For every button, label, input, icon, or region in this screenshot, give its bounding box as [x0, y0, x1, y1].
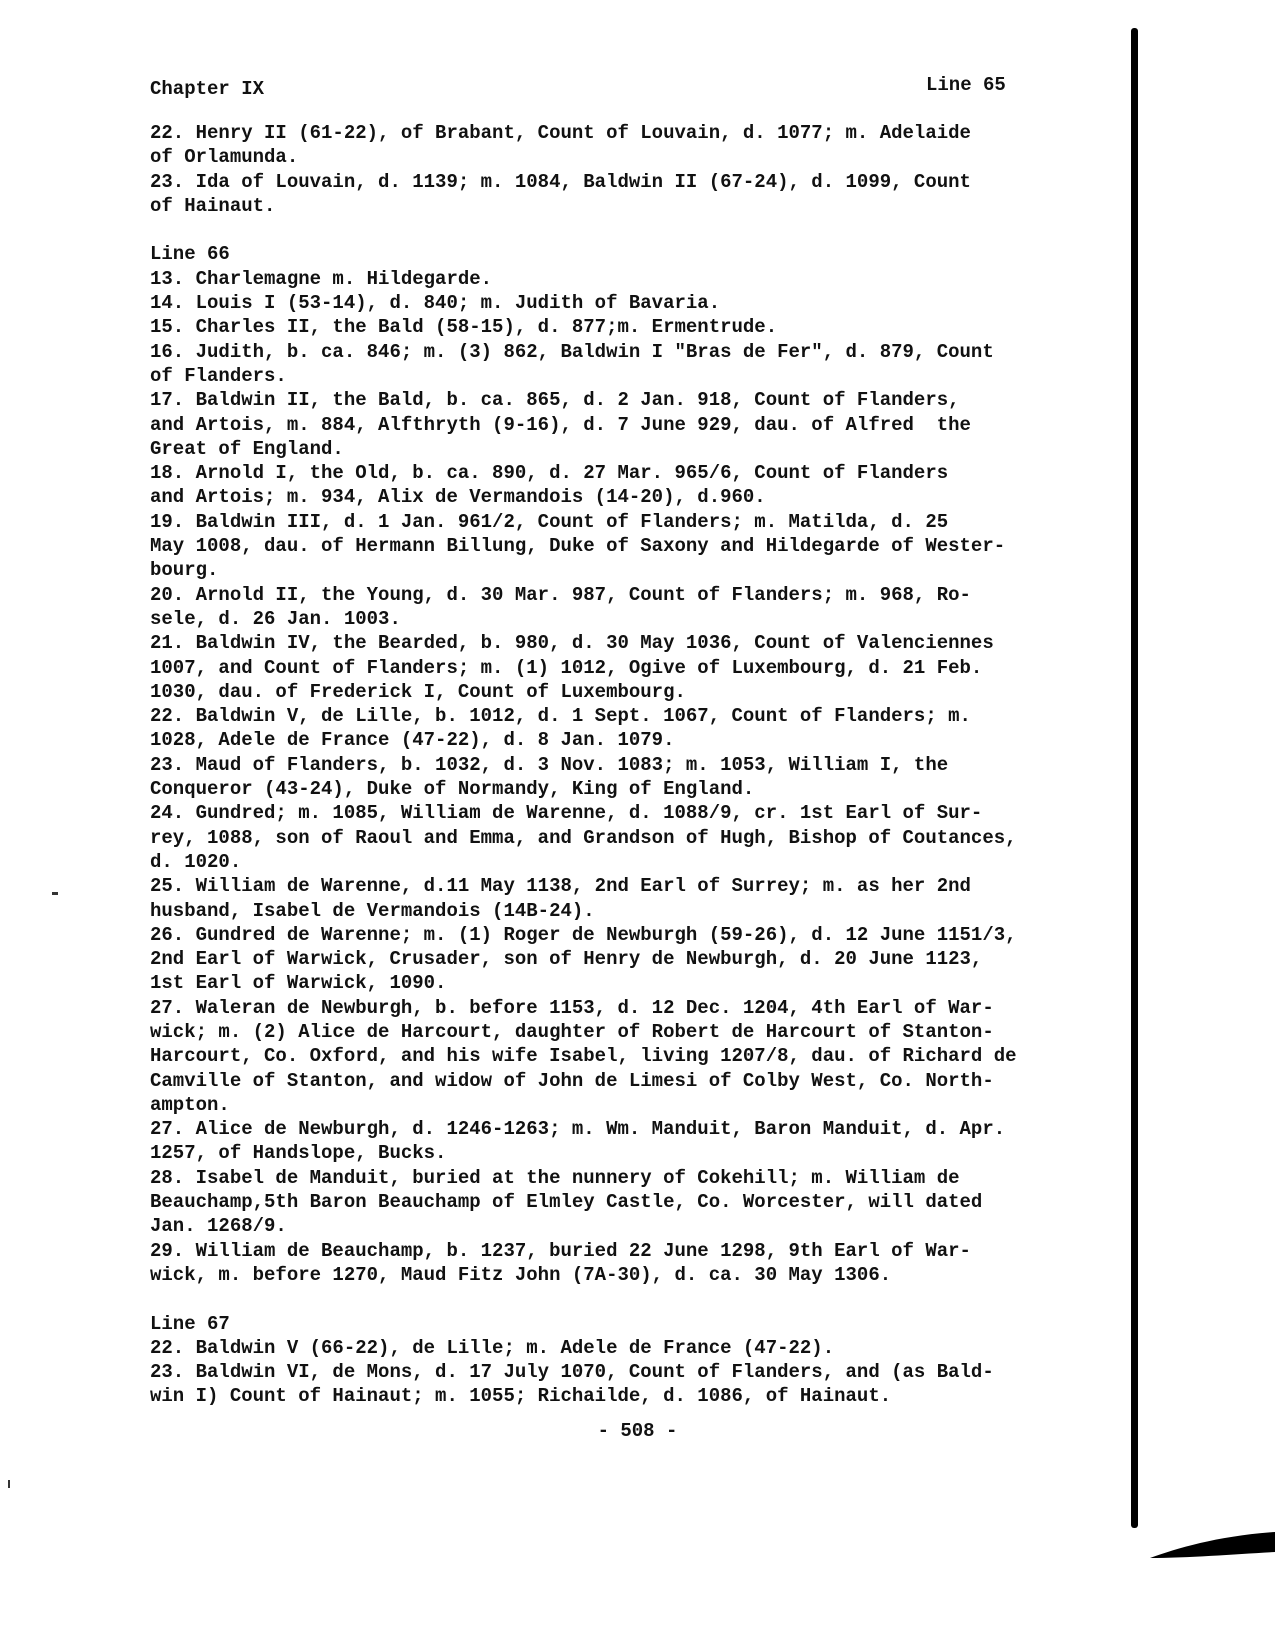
- text-line: 23. Maud of Flanders, b. 1032, d. 3 Nov. 1083; m. 1053, William I, the: [150, 753, 949, 776]
- text-line: and Artois, m. 884, Alfthryth (9-16), d. 7 June 929, dau. of Alfred the: [150, 413, 971, 436]
- binding-edge-line: [1131, 28, 1138, 1528]
- scan-speck: [8, 1480, 10, 1488]
- text-line: 1st Earl of Warwick, 1090.: [150, 972, 447, 995]
- text-line: Jan. 1268/9.: [150, 1215, 287, 1238]
- text-line: of Orlamunda.: [150, 146, 299, 169]
- text-line: 21. Baldwin IV, the Bearded, b. 980, d. 30 May 1036, Count of Valenciennes: [150, 632, 994, 655]
- text-line: 20. Arnold II, the Young, d. 30 Mar. 987, Count of Flanders; m. 968, Ro-: [150, 583, 971, 606]
- text-line: 17. Baldwin II, the Bald, b. ca. 865, d. 2 Jan. 918, Count of Flanders,: [150, 389, 960, 412]
- text-line: Camville of Stanton, and widow of John de Limesi of Colby West, Co. North-: [150, 1069, 994, 1092]
- text-line: 13. Charlemagne m. Hildegarde.: [150, 267, 493, 290]
- text-line: 23. Ida of Louvain, d. 1139; m. 1084, Baldwin II (67-24), d. 1099, Count: [150, 170, 971, 193]
- blank-line: [150, 218, 1080, 242]
- text-line: Conqueror (43-24), Duke of Normandy, King of England.: [150, 778, 755, 801]
- text-line: and Artois; m. 934, Alix de Vermandois (14-20), d.960.: [150, 486, 766, 509]
- chapter-heading: Chapter IX: [150, 78, 265, 100]
- line-reference: Line 65: [926, 74, 1006, 96]
- text-line: of Hainaut.: [150, 194, 276, 217]
- text-line: 29. William de Beauchamp, b. 1237, buried 22 June 1298, 9th Earl of War-: [150, 1239, 971, 1262]
- scan-speck: [52, 892, 58, 895]
- text-line: May 1008, dau. of Hermann Billung, Duke of Saxony and Hildegarde of Wester-: [150, 535, 1006, 558]
- text-line: win I) Count of Hainaut; m. 1055; Richailde, d. 1086, of Hainaut.: [150, 1385, 892, 1408]
- section-heading: Line 66: [150, 243, 230, 266]
- text-line: ampton.: [150, 1093, 230, 1116]
- page-number: - 508 -: [597, 1420, 678, 1442]
- text-line: 19. Baldwin III, d. 1 Jan. 961/2, Count of Flanders; m. Matilda, d. 25: [150, 510, 949, 533]
- text-line: Beauchamp,5th Baron Beauchamp of Elmley Castle, Co. Worcester, will dated: [150, 1191, 983, 1214]
- text-line: 27. Alice de Newburgh, d. 1246-1263; m. Wm. Manduit, Baron Manduit, d. Apr.: [150, 1118, 1006, 1141]
- text-line: 18. Arnold I, the Old, b. ca. 890, d. 27 Mar. 965/6, Count of Flanders: [150, 462, 949, 485]
- text-line: 26. Gundred de Warenne; m. (1) Roger de Newburgh (59-26), d. 12 June 1151/3,: [150, 923, 1017, 946]
- text-line: d. 1020.: [150, 850, 242, 873]
- section-heading: Line 67: [150, 1312, 230, 1335]
- text-line: 22. Baldwin V, de Lille, b. 1012, d. 1 Sept. 1067, Count of Flanders; m.: [150, 705, 971, 728]
- text-line: wick; m. (2) Alice de Harcourt, daughter of Robert de Harcourt of Stanton-: [150, 1020, 994, 1043]
- genealogy-text: [150, 121, 1080, 1409]
- text-line: of Flanders.: [150, 364, 287, 387]
- blank-line: [150, 1287, 1080, 1311]
- text-line: 27. Waleran de Newburgh, b. before 1153, d. 12 Dec. 1204, 4th Earl of War-: [150, 996, 994, 1019]
- text-line: 24. Gundred; m. 1085, William de Warenne, d. 1088/9, cr. 1st Earl of Sur-: [150, 802, 983, 825]
- text-line: 23. Baldwin VI, de Mons, d. 17 July 1070, Count of Flanders, and (as Bald-: [150, 1361, 994, 1384]
- text-line: 22. Henry II (61-22), of Brabant, Count of Louvain, d. 1077; m. Adelaide: [150, 122, 971, 144]
- text-line: rey, 1088, son of Raoul and Emma, and Grandson of Hugh, Bishop of Coutances,: [150, 826, 1017, 849]
- text-line: Great of England.: [150, 437, 344, 460]
- text-line: 25. William de Warenne, d.11 May 1138, 2nd Earl of Surrey; m. as her 2nd: [150, 875, 971, 898]
- text-line: 22. Baldwin V (66-22), de Lille; m. Adele de France (47-22).: [150, 1336, 835, 1359]
- text-line: bourg.: [150, 559, 219, 582]
- text-line: sele, d. 26 Jan. 1003.: [150, 607, 401, 630]
- text-line: 2nd Earl of Warwick, Crusader, son of Henry de Newburgh, d. 20 June 1123,: [150, 948, 983, 971]
- text-line: 1028, Adele de France (47-22), d. 8 Jan. 1079.: [150, 729, 675, 752]
- text-line: 14. Louis I (53-14), d. 840; m. Judith of Bavaria.: [150, 292, 721, 315]
- text-line: husband, Isabel de Vermandois (14B-24).: [150, 899, 595, 922]
- text-line: 1257, of Handslope, Bucks.: [150, 1142, 447, 1165]
- text-line: 15. Charles II, the Bald (58-15), d. 877;m. Ermentrude.: [150, 316, 778, 339]
- scan-smudge-mark: [1148, 1530, 1275, 1560]
- text-line: 1030, dau. of Frederick I, Count of Luxembourg.: [150, 680, 686, 703]
- text-line: 1007, and Count of Flanders; m. (1) 1012, Ogive of Luxembourg, d. 21 Feb.: [150, 656, 983, 679]
- text-line: 16. Judith, b. ca. 846; m. (3) 862, Baldwin I "Bras de Fer", d. 879, Count: [150, 340, 994, 363]
- text-line: wick, m. before 1270, Maud Fitz John (7A-30), d. ca. 30 May 1306.: [150, 1263, 892, 1286]
- text-line: Harcourt, Co. Oxford, and his wife Isabel, living 1207/8, dau. of Richard de: [150, 1045, 1017, 1068]
- text-line: 28. Isabel de Manduit, buried at the nunnery of Cokehill; m. William de: [150, 1166, 960, 1189]
